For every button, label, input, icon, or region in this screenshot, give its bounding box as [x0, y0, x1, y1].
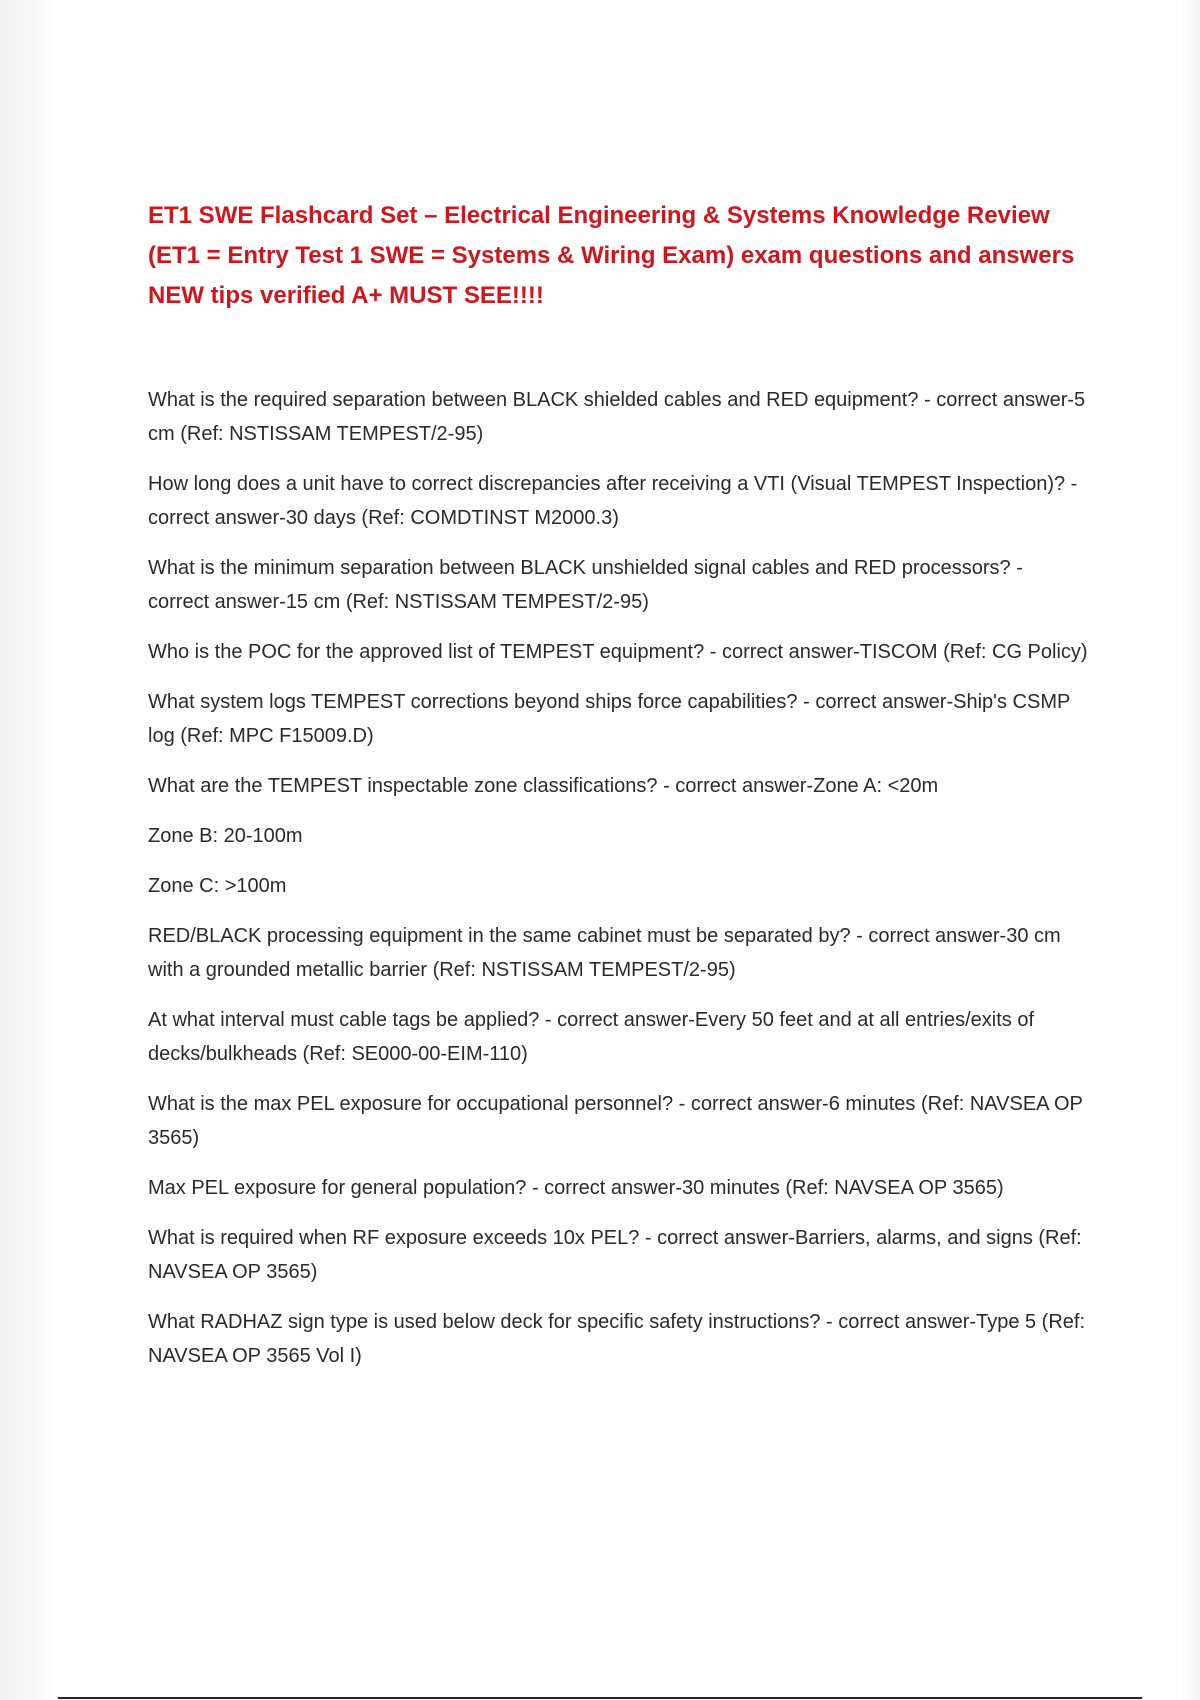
flashcard-list — [148, 383, 1088, 1389]
flashcard-item: How long does a unit have to correct discrepancies after receiving a VTI (Visual TEMPEST Inspection)? - correct answer-30 days (Ref: COMDTINST M2000.3) — [148, 473, 1078, 529]
title-line-3: NEW tips verified A+ MUST SEE!!!! — [148, 282, 544, 309]
flashcard-item: Zone B: 20-100m — [148, 825, 303, 847]
flashcard-item: Who is the POC for the approved list of TEMPEST equipment? - correct answer-TISCOM (Ref: CG Policy) — [148, 641, 1088, 663]
flashcard-item: What RADHAZ sign type is used below deck for specific safety instructions? - correct answer-Type 5 (Ref: NAVSEA OP 3565 Vol I) — [148, 1311, 1086, 1367]
flashcard-item: What system logs TEMPEST corrections beyond ships force capabilities? - correct answer-Ship's CSMP log (Ref: MPC F15009.D) — [148, 691, 1070, 747]
flashcard-item: What are the TEMPEST inspectable zone classifications? - correct answer-Zone A: <20m — [148, 775, 939, 797]
document-title — [148, 196, 1088, 316]
flashcard-item: What is the required separation between BLACK shielded cables and RED equipment? - correct answer-5 cm (Ref: NSTISSAM TEMPEST/2-95) — [148, 389, 1086, 445]
flashcard-item: Zone C: >100m — [148, 875, 287, 897]
flashcard-item: What is required when RF exposure exceeds 10x PEL? - correct answer-Barriers, alarms, and signs (Ref: NAVSEA OP 3565) — [148, 1227, 1082, 1283]
page-edge-shadow-left — [0, 0, 55, 1700]
flashcard-item: At what interval must cable tags be applied? - correct answer-Every 50 feet and at all entries/exits of decks/bulkheads (Ref: SE000-00-EIM-110) — [148, 1009, 1034, 1065]
title-line-2: (ET1 = Entry Test 1 SWE = Systems & Wiring Exam) exam questions and answers — [148, 242, 1075, 269]
footer-divider — [58, 1697, 1142, 1699]
flashcard-item: What is the minimum separation between BLACK unshielded signal cables and RED processors? - correct answer-15 cm (Ref: NSTISSAM TEMPEST/2-95) — [148, 557, 1023, 613]
flashcard-item: What is the max PEL exposure for occupational personnel? - correct answer-6 minutes (Ref: NAVSEA OP 3565) — [148, 1093, 1083, 1149]
page-edge-shadow-right — [1180, 0, 1200, 1700]
flashcard-item: RED/BLACK processing equipment in the same cabinet must be separated by? - correct answer-30 cm with a grounded metallic barrier (Ref: NSTISSAM TEMPEST/2-95) — [148, 925, 1061, 981]
flashcard-item: Max PEL exposure for general population? - correct answer-30 minutes (Ref: NAVSEA OP 3565) — [148, 1177, 1004, 1199]
title-line-1: ET1 SWE Flashcard Set – Electrical Engineering & Systems Knowledge Review — [148, 202, 1050, 229]
